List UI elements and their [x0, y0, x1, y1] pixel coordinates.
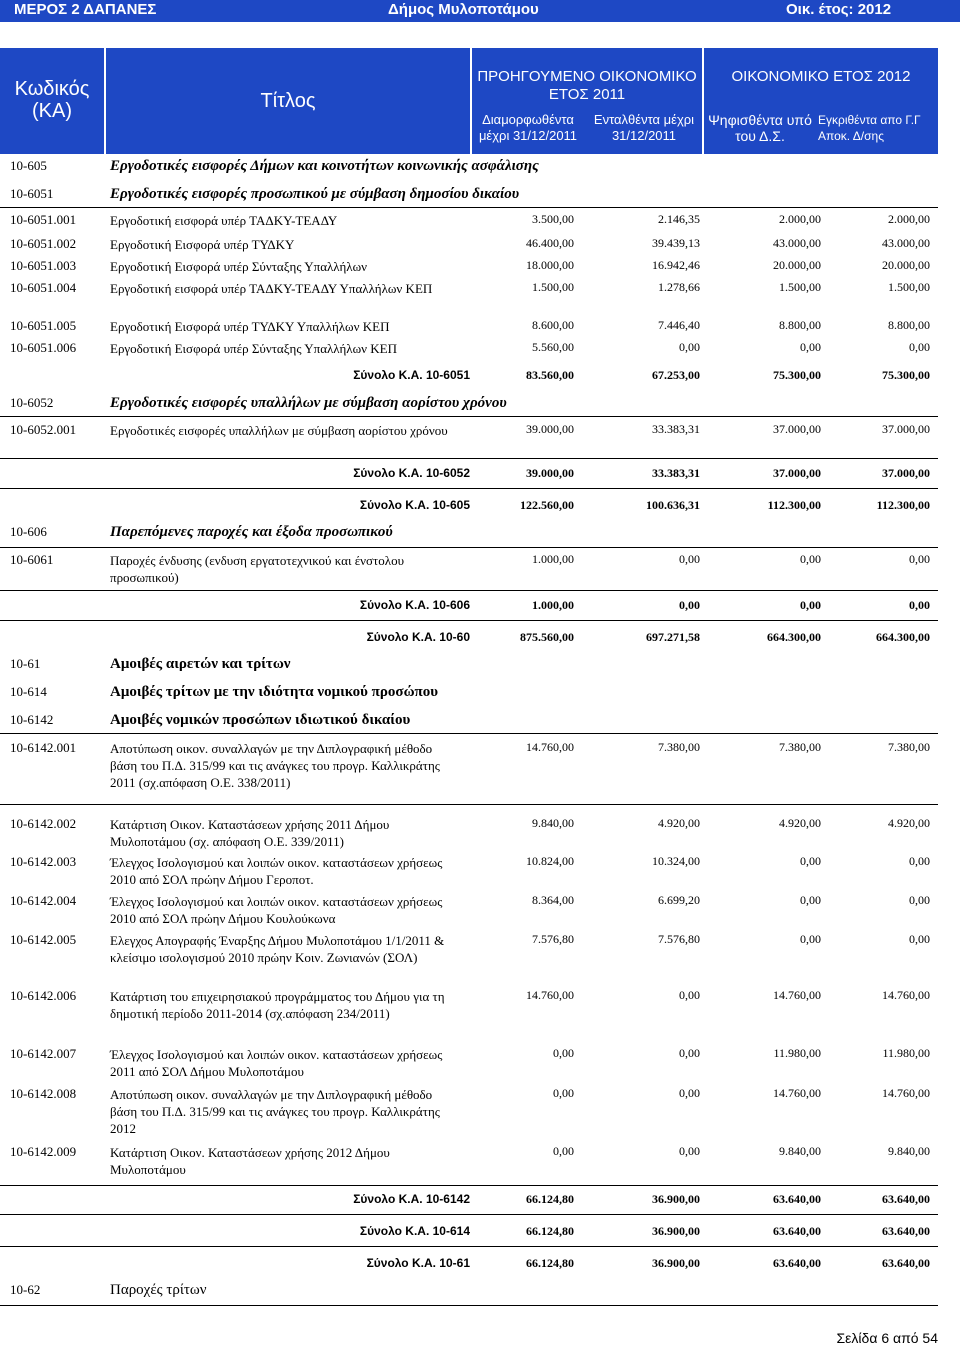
page-number: Σελίδα 6 από 54: [836, 1330, 938, 1346]
header-cur-year: ΟΙΚΟΝΟΜΙΚΟ ΕΤΟΣ 2012: [731, 68, 911, 85]
header-code: Κωδικός (ΚΑ): [14, 78, 90, 122]
municipality-label: Δήμος Μυλοποτάμου: [388, 1, 539, 18]
header-prev-col1: Διαμορφωθέντα μέχρι 31/12/2011: [478, 112, 578, 143]
header-title: Τίτλος: [260, 90, 316, 112]
part-label: ΜΕΡΟΣ 2 ΔΑΠΑΝΕΣ: [14, 1, 157, 18]
table-header: [0, 48, 938, 154]
fiscal-year-label: Οικ. έτος: 2012: [786, 1, 892, 18]
header-prev-year: ΠΡΟΗΓΟΥΜΕΝΟ ΟΙΚΟΝΟΜΙΚΟ ΕΤΟΣ 2011: [477, 68, 697, 103]
header-cur-col2: Εγκριθέντα απο Γ.Γ Αποκ. Δ/σης: [818, 113, 921, 143]
header-cur-col1: Ψηφισθέντα υπό του Δ.Σ.: [708, 112, 812, 144]
header-prev-col2: Ενταλθέντα μέχρι 31/12/2011: [593, 112, 695, 143]
top-bar: [0, 0, 960, 22]
